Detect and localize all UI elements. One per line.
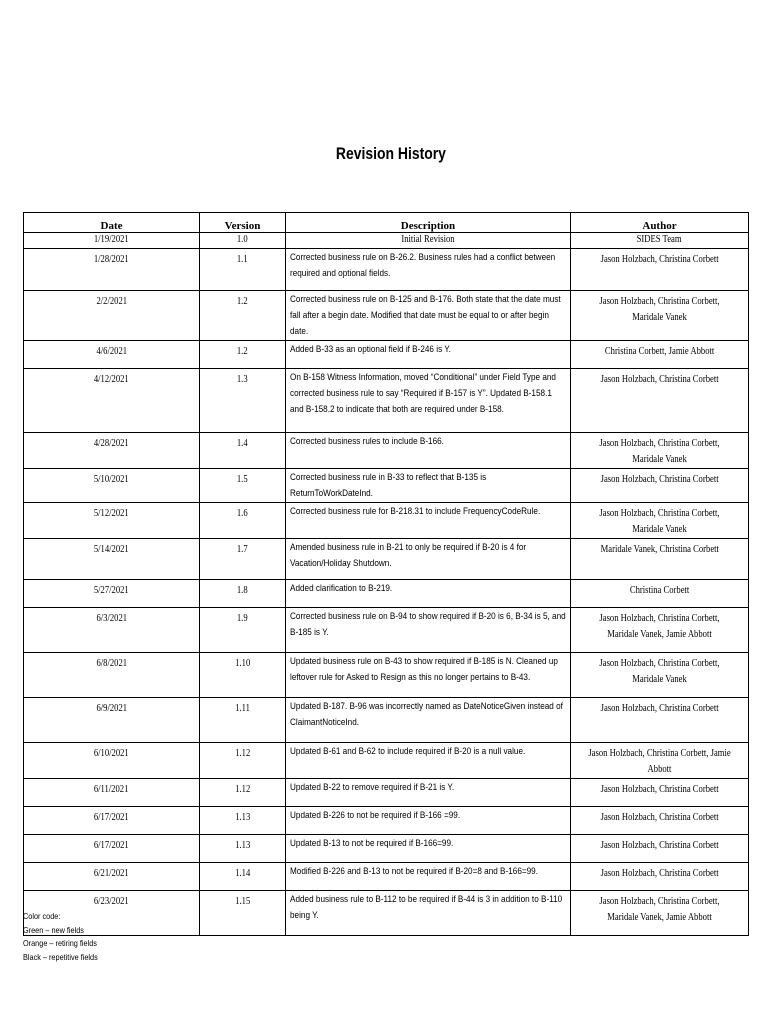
author-cell xyxy=(571,835,749,863)
version-cell xyxy=(200,779,286,807)
description-cell-text: Added business rule to B-112 to be required if B-44 is 3 in addition to B-110 being Y. xyxy=(290,894,563,921)
legend-orange: Orange – retiring fields xyxy=(23,938,97,948)
description-cell-text: Added clarification to B-219. xyxy=(290,583,393,594)
table-row xyxy=(24,539,749,580)
date-cell-text: 6/17/2021 xyxy=(94,840,129,851)
table-row xyxy=(24,503,749,539)
version-cell xyxy=(200,291,286,341)
date-cell-text: 6/11/2021 xyxy=(94,784,129,795)
description-cell-text: Corrected business rule on B-125 and B-176. Both state that the date must fall after a begin date. Modified that date must be equal to or after begin date. xyxy=(290,294,561,337)
version-cell-text: 1.13 xyxy=(234,840,251,851)
version-cell xyxy=(200,891,286,936)
description-cell-text: Updated B-187. B-96 was incorrectly named as DateNoticeGiven instead of ClaimantNoticeInd. xyxy=(290,701,563,728)
page-title: Revision History xyxy=(335,144,446,163)
version-cell xyxy=(200,433,286,469)
version-cell-text: 1.4 xyxy=(237,438,248,449)
version-cell-text: 1.13 xyxy=(234,812,251,823)
author-cell xyxy=(571,341,749,369)
description-cell-text: Corrected business rule in B-33 to reflect that B-135 is ReturnToWorkDateInd. xyxy=(290,472,487,499)
version-cell-text: 1.10 xyxy=(234,658,251,669)
table-row xyxy=(24,698,749,743)
version-cell-text: 1.2 xyxy=(237,296,248,307)
date-cell-text: 6/23/2021 xyxy=(94,896,129,907)
date-cell xyxy=(24,863,200,891)
table-row xyxy=(24,779,749,807)
version-cell xyxy=(200,539,286,580)
description-cell-text: Amended business rule in B-21 to only be required if B-20 is 4 for Vacation/Holiday Shutdown. xyxy=(290,542,527,569)
date-cell xyxy=(24,503,200,539)
date-cell-text: 5/12/2021 xyxy=(94,508,129,519)
date-cell xyxy=(24,233,200,249)
description-cell-text: Initial Revision xyxy=(401,234,455,245)
author-cell-text: Jason Holzbach, Christina Corbett xyxy=(600,703,719,714)
author-cell xyxy=(571,863,749,891)
author-cell xyxy=(571,369,749,433)
legend-heading: Color code: xyxy=(23,911,61,921)
table-row xyxy=(24,608,749,653)
description-cell xyxy=(286,863,571,891)
date-cell-text: 5/27/2021 xyxy=(94,585,129,596)
description-cell xyxy=(286,503,571,539)
author-cell xyxy=(571,653,749,698)
date-cell-text: 6/8/2021 xyxy=(96,658,127,669)
description-cell xyxy=(286,369,571,433)
date-cell xyxy=(24,433,200,469)
description-cell xyxy=(286,608,571,653)
version-cell xyxy=(200,249,286,291)
author-cell-text: Jason Holzbach, Christina Corbett, Maridale Vanek xyxy=(599,296,720,323)
author-cell-text: Jason Holzbach, Christina Corbett xyxy=(600,868,719,879)
date-cell xyxy=(24,469,200,503)
description-cell xyxy=(286,433,571,469)
table-row xyxy=(24,249,749,291)
author-cell xyxy=(571,539,749,580)
author-cell xyxy=(571,807,749,835)
date-cell-text: 4/6/2021 xyxy=(96,346,127,357)
version-cell xyxy=(200,698,286,743)
description-cell xyxy=(286,249,571,291)
version-cell-text: 1.14 xyxy=(234,868,251,879)
table-row xyxy=(24,341,749,369)
description-cell xyxy=(286,653,571,698)
version-cell-text: 1.8 xyxy=(237,585,248,596)
date-cell xyxy=(24,341,200,369)
table-row xyxy=(24,891,749,936)
description-cell xyxy=(286,233,571,249)
author-cell-text: Maridale Vanek, Christina Corbett xyxy=(600,544,719,555)
description-cell xyxy=(286,539,571,580)
author-cell xyxy=(571,433,749,469)
table-row xyxy=(24,369,749,433)
version-cell-text: 1.0 xyxy=(237,234,248,245)
date-cell xyxy=(24,539,200,580)
date-cell xyxy=(24,249,200,291)
date-cell-text: 5/14/2021 xyxy=(94,544,129,555)
description-cell-text: Corrected business rule for B-218.31 to include FrequencyCodeRule. xyxy=(290,506,541,517)
table-header-row xyxy=(24,213,749,233)
version-cell xyxy=(200,469,286,503)
description-cell xyxy=(286,835,571,863)
author-cell-text: Jason Holzbach, Christina Corbett xyxy=(600,474,719,485)
version-cell xyxy=(200,653,286,698)
author-cell xyxy=(571,503,749,539)
version-cell xyxy=(200,580,286,608)
version-cell-text: 1.1 xyxy=(237,254,248,265)
table-row xyxy=(24,233,749,249)
version-cell xyxy=(200,835,286,863)
description-cell-text: Corrected business rule on B-26.2. Business rules had a conflict between required and optional fields. xyxy=(290,252,556,279)
version-cell xyxy=(200,608,286,653)
version-cell xyxy=(200,369,286,433)
date-cell xyxy=(24,698,200,743)
column-header-version: Version xyxy=(200,213,286,233)
version-cell-text: 1.6 xyxy=(237,508,248,519)
column-header-description: Description xyxy=(286,213,571,233)
author-cell-text: Christina Corbett xyxy=(629,585,690,596)
author-cell xyxy=(571,743,749,779)
version-cell-text: 1.12 xyxy=(234,748,251,759)
version-cell-text: 1.7 xyxy=(237,544,248,555)
version-cell xyxy=(200,743,286,779)
date-cell-text: 6/17/2021 xyxy=(94,812,129,823)
column-header-date: Date xyxy=(24,213,200,233)
date-cell-text: 6/21/2021 xyxy=(94,868,129,879)
color-code-legend xyxy=(23,910,110,964)
description-cell xyxy=(286,469,571,503)
date-cell xyxy=(24,653,200,698)
version-cell xyxy=(200,807,286,835)
date-cell xyxy=(24,835,200,863)
author-cell-text: Jason Holzbach, Christina Corbett, Maridale Vanek xyxy=(599,658,720,685)
date-cell xyxy=(24,608,200,653)
version-cell xyxy=(200,503,286,539)
author-cell xyxy=(571,891,749,936)
table-row xyxy=(24,469,749,503)
author-cell xyxy=(571,698,749,743)
author-cell-text: SIDES Team xyxy=(637,234,682,245)
version-cell-text: 1.3 xyxy=(237,374,248,385)
description-cell-text: Updated B-22 to remove required if B-21 is Y. xyxy=(290,782,455,793)
date-cell-text: 2/2/2021 xyxy=(96,296,127,307)
description-cell-text: Updated B-226 to not be required if B-166 =99. xyxy=(290,810,461,821)
version-cell-text: 1.11 xyxy=(235,703,250,714)
legend-black: Black – repetitive fields xyxy=(23,951,98,962)
author-cell-text: Jason Holzbach, Christina Corbett xyxy=(600,254,719,265)
date-cell xyxy=(24,807,200,835)
description-cell xyxy=(286,743,571,779)
date-cell-text: 6/9/2021 xyxy=(96,703,127,714)
date-cell-text: 1/28/2021 xyxy=(94,254,129,265)
description-cell xyxy=(286,807,571,835)
description-cell-text: Updated B-13 to not be required if B-166=99. xyxy=(290,838,454,849)
description-cell xyxy=(286,891,571,936)
version-cell-text: 1.5 xyxy=(237,474,248,485)
date-cell xyxy=(24,779,200,807)
description-cell xyxy=(286,341,571,369)
author-cell-text: Jason Holzbach, Christina Corbett, Maridale Vanek, Jamie Abbott xyxy=(599,613,720,640)
revision-history-table xyxy=(23,212,749,936)
description-cell xyxy=(286,779,571,807)
legend-green: Green – new fields xyxy=(23,924,84,935)
author-cell-text: Christina Corbett, Jamie Abbott xyxy=(604,346,715,357)
description-cell-text: Corrected business rules to include B-166. xyxy=(290,436,444,447)
table-row xyxy=(24,743,749,779)
column-header-author: Author xyxy=(571,213,749,233)
description-cell-text: Added B-33 as an optional field if B-246 is Y. xyxy=(290,344,451,355)
description-cell-text: On B-158 Witness Information, moved “Conditional” under Field Type and corrected business rule to say “Required if B-157 is Y”. Updated B-158.1 and B-158.2 to indicate that both are required under B-158. xyxy=(290,372,556,415)
table-row xyxy=(24,291,749,341)
author-cell xyxy=(571,233,749,249)
version-cell xyxy=(200,863,286,891)
date-cell xyxy=(24,291,200,341)
description-cell-text: Modified B-226 and B-13 to not be required if B-20=8 and B-166=99. xyxy=(290,866,539,877)
description-cell-text: Updated business rule on B-43 to show required if B-185 is N. Cleaned up leftover rule for Asked to Resign as this no longer pertains to B-43. xyxy=(290,656,558,683)
date-cell xyxy=(24,743,200,779)
author-cell xyxy=(571,779,749,807)
author-cell xyxy=(571,249,749,291)
version-cell-text: 1.15 xyxy=(234,896,251,907)
author-cell xyxy=(571,580,749,608)
author-cell-text: Jason Holzbach, Christina Corbett xyxy=(600,374,719,385)
table-row xyxy=(24,433,749,469)
version-cell xyxy=(200,341,286,369)
author-cell xyxy=(571,291,749,341)
table-row xyxy=(24,580,749,608)
date-cell-text: 4/28/2021 xyxy=(94,438,129,449)
version-cell-text: 1.2 xyxy=(237,346,248,357)
author-cell-text: Jason Holzbach, Christina Corbett, Maridale Vanek xyxy=(599,438,720,465)
version-cell-text: 1.9 xyxy=(237,613,248,624)
author-cell xyxy=(571,608,749,653)
date-cell-text: 1/19/2021 xyxy=(94,234,129,245)
description-cell-text: Corrected business rule on B-94 to show required if B-20 is 6, B-34 is 5, and B-185 is Y. xyxy=(290,611,566,638)
author-cell-text: Jason Holzbach, Christina Corbett xyxy=(600,812,719,823)
description-cell-text: Updated B-61 and B-62 to include required if B-20 is a null value. xyxy=(290,746,526,757)
date-cell-text: 6/3/2021 xyxy=(96,613,127,624)
author-cell-text: Jason Holzbach, Christina Corbett xyxy=(600,784,719,795)
version-cell-text: 1.12 xyxy=(234,784,251,795)
table-row xyxy=(24,807,749,835)
description-cell xyxy=(286,698,571,743)
author-cell xyxy=(571,469,749,503)
description-cell xyxy=(286,580,571,608)
author-cell-text: Jason Holzbach, Christina Corbett, Maridale Vanek xyxy=(599,508,720,535)
author-cell-text: Jason Holzbach, Christina Corbett, Jamie Abbott xyxy=(588,748,731,775)
author-cell-text: Jason Holzbach, Christina Corbett, Maridale Vanek, Jamie Abbott xyxy=(599,896,720,923)
description-cell xyxy=(286,291,571,341)
table-row xyxy=(24,863,749,891)
table-row xyxy=(24,653,749,698)
table-row xyxy=(24,835,749,863)
author-cell-text: Jason Holzbach, Christina Corbett xyxy=(600,840,719,851)
version-cell xyxy=(200,233,286,249)
date-cell xyxy=(24,369,200,433)
date-cell-text: 4/12/2021 xyxy=(94,374,129,385)
date-cell-text: 6/10/2021 xyxy=(94,748,129,759)
date-cell-text: 5/10/2021 xyxy=(94,474,129,485)
date-cell xyxy=(24,580,200,608)
